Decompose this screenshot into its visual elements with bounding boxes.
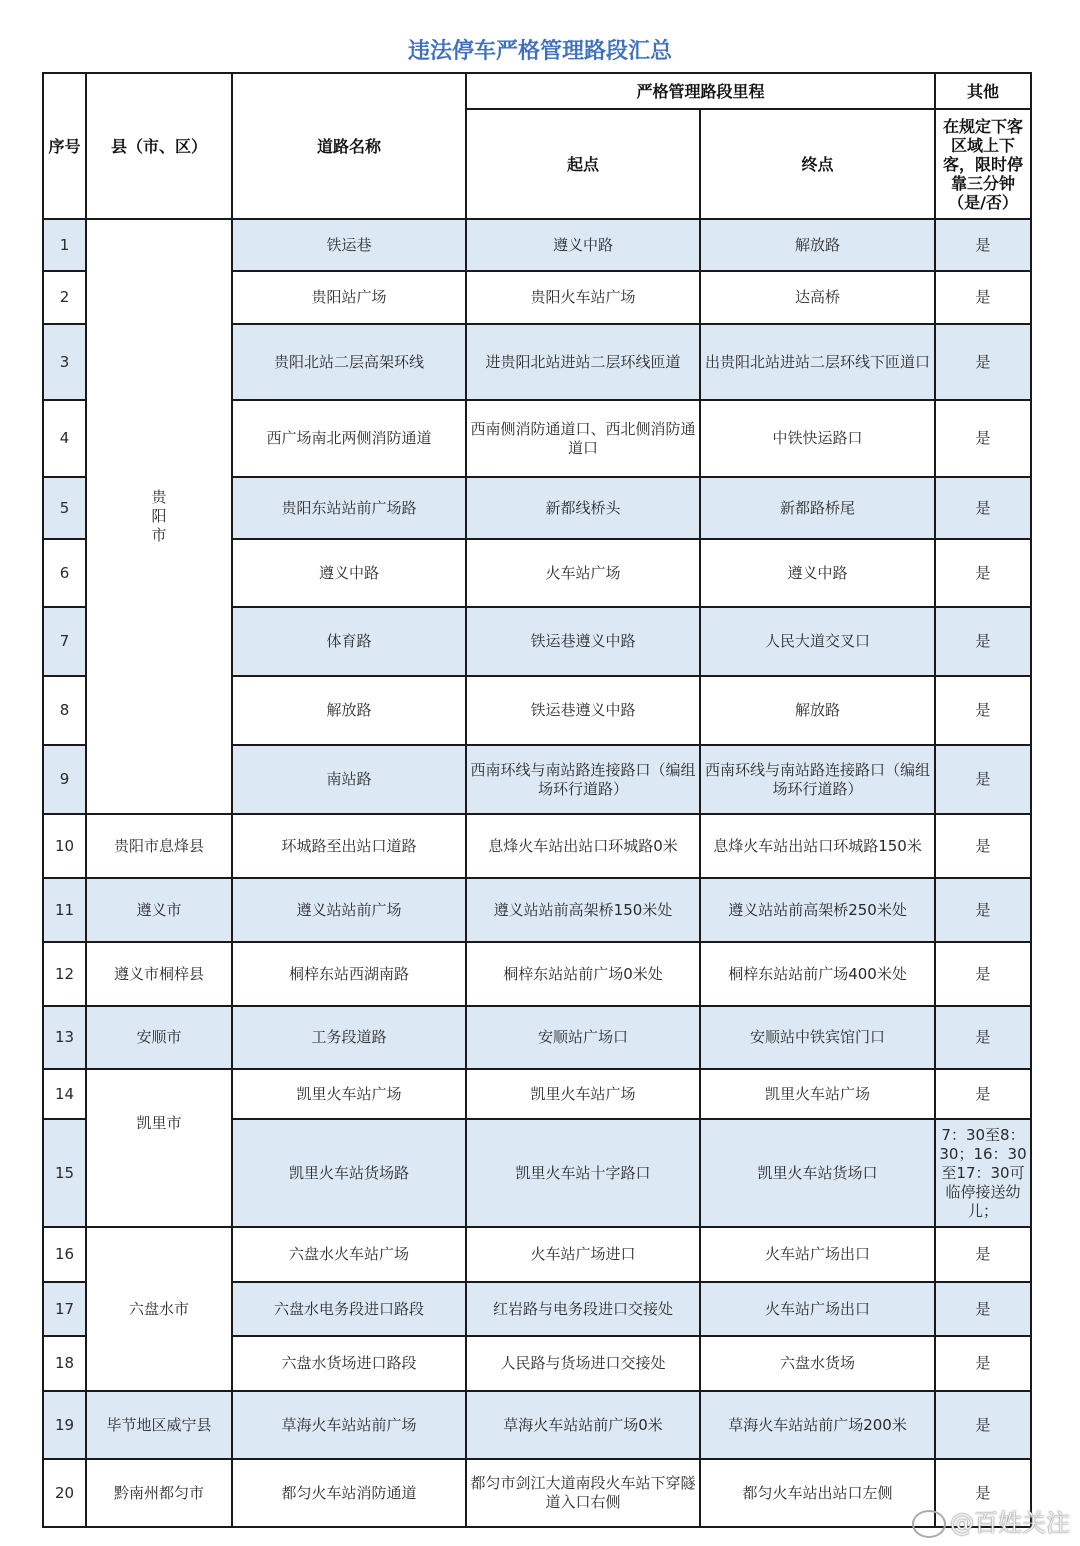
start-cell: 火车站广场 <box>466 539 700 607</box>
seq-cell: 11 <box>43 878 86 942</box>
watermark <box>912 1503 1070 1538</box>
other-cell: 是 <box>935 539 1031 607</box>
seq-cell: 18 <box>43 1336 86 1391</box>
county-cell: 贵阳市息烽县 <box>86 814 232 878</box>
other-cell: 是 <box>935 942 1031 1006</box>
road-cell: 六盘水货场进口路段 <box>232 1336 466 1391</box>
seq-cell: 16 <box>43 1227 86 1282</box>
header-other: 其他 <box>935 73 1031 109</box>
road-cell: 桐梓东站西湖南路 <box>232 942 466 1006</box>
other-cell: 是 <box>935 1391 1031 1459</box>
end-cell: 火车站广场出口 <box>700 1227 935 1282</box>
county-cell: 黔南州都匀市 <box>86 1459 232 1527</box>
seq-cell: 19 <box>43 1391 86 1459</box>
seq-cell: 13 <box>43 1006 86 1069</box>
header-county: 县（市、区） <box>86 73 232 219</box>
road-table <box>42 72 1032 1528</box>
road-cell: 遵义中路 <box>232 539 466 607</box>
seq-cell: 10 <box>43 814 86 878</box>
start-cell: 遵义站站前高架桥150米处 <box>466 878 700 942</box>
start-cell: 西南侧消防通道口、西北侧消防通道口 <box>466 400 700 477</box>
seq-cell: 12 <box>43 942 86 1006</box>
road-cell: 凯里火车站货场路 <box>232 1119 466 1227</box>
table-row <box>43 1391 1031 1459</box>
end-cell: 火车站广场出口 <box>700 1282 935 1336</box>
seq-cell: 17 <box>43 1282 86 1336</box>
table-row <box>43 878 1031 942</box>
seq-cell: 8 <box>43 676 86 745</box>
seq-cell: 4 <box>43 400 86 477</box>
end-cell: 凯里火车站货场口 <box>700 1119 935 1227</box>
start-cell: 都匀市剑江大道南段火车站下穿隧道入口右侧 <box>466 1459 700 1527</box>
seq-cell: 7 <box>43 607 86 676</box>
seq-cell: 3 <box>43 324 86 400</box>
end-cell: 凯里火车站广场 <box>700 1069 935 1119</box>
start-cell: 桐梓东站站前广场0米处 <box>466 942 700 1006</box>
road-cell: 铁运巷 <box>232 219 466 271</box>
county-cell-liupanshui: 六盘水市 <box>86 1227 232 1391</box>
seq-cell: 9 <box>43 745 86 814</box>
end-cell: 桐梓东站站前广场400米处 <box>700 942 935 1006</box>
header-seq: 序号 <box>43 73 86 219</box>
table-row <box>43 1069 1031 1119</box>
table-row <box>43 1459 1031 1527</box>
county-cell: 安顺市 <box>86 1006 232 1069</box>
road-cell: 贵阳站广场 <box>232 271 466 324</box>
other-cell: 是 <box>935 271 1031 324</box>
start-cell: 铁运巷遵义中路 <box>466 676 700 745</box>
start-cell: 遵义中路 <box>466 219 700 271</box>
start-cell: 贵阳火车站广场 <box>466 271 700 324</box>
table-row <box>43 814 1031 878</box>
county-cell-kaili: 凯里市 <box>86 1069 232 1227</box>
end-cell: 解放路 <box>700 219 935 271</box>
end-cell: 达高桥 <box>700 271 935 324</box>
road-cell: 西广场南北两侧消防通道 <box>232 400 466 477</box>
start-cell: 人民路与货场进口交接处 <box>466 1336 700 1391</box>
start-cell: 新都线桥头 <box>466 477 700 539</box>
start-cell: 息烽火车站出站口环城路0米 <box>466 814 700 878</box>
end-cell: 解放路 <box>700 676 935 745</box>
start-cell: 进贵阳北站进站二层环线匝道 <box>466 324 700 400</box>
county-cell: 毕节地区威宁县 <box>86 1391 232 1459</box>
end-cell: 人民大道交叉口 <box>700 607 935 676</box>
road-cell: 贵阳东站站前广场路 <box>232 477 466 539</box>
seq-cell: 14 <box>43 1069 86 1119</box>
page-title: 违法停车严格管理路段汇总 <box>407 38 672 64</box>
other-cell: 是 <box>935 745 1031 814</box>
seq-cell: 5 <box>43 477 86 539</box>
end-cell: 新都路桥尾 <box>700 477 935 539</box>
start-cell: 红岩路与电务段进口交接处 <box>466 1282 700 1336</box>
road-cell: 工务段道路 <box>232 1006 466 1069</box>
road-cell: 南站路 <box>232 745 466 814</box>
end-cell: 出贵阳北站进站二层环线下匝道口 <box>700 324 935 400</box>
road-cell: 体育路 <box>232 607 466 676</box>
road-cell: 遵义站站前广场 <box>232 878 466 942</box>
other-cell: 是 <box>935 324 1031 400</box>
other-cell: 是 <box>935 607 1031 676</box>
header-start: 起点 <box>466 109 700 219</box>
other-cell: 是 <box>935 676 1031 745</box>
county-cell-guiyang <box>86 219 232 814</box>
end-cell: 遵义中路 <box>700 539 935 607</box>
end-cell: 西南环线与南站路连接路口（编组场环行道路） <box>700 745 935 814</box>
other-cell: 是 <box>935 1227 1031 1282</box>
start-cell: 凯里火车站十字路口 <box>466 1119 700 1227</box>
end-cell: 息烽火车站出站口环城路150米 <box>700 814 935 878</box>
end-cell: 遵义站站前高架桥250米处 <box>700 878 935 942</box>
road-cell: 六盘水电务段进口路段 <box>232 1282 466 1336</box>
start-cell: 草海火车站站前广场0米 <box>466 1391 700 1459</box>
other-cell: 是 <box>935 878 1031 942</box>
other-cell: 是 <box>935 1282 1031 1336</box>
table-row <box>43 219 1031 271</box>
seq-cell: 6 <box>43 539 86 607</box>
other-cell: 是 <box>935 400 1031 477</box>
end-cell: 安顺站中铁宾馆门口 <box>700 1006 935 1069</box>
start-cell: 铁运巷遵义中路 <box>466 607 700 676</box>
county-cell: 遵义市桐梓县 <box>86 942 232 1006</box>
other-cell-note: 7：30至8：30；16：30至17：30可临停接送幼儿； <box>935 1119 1031 1227</box>
header-road: 道路名称 <box>232 73 466 219</box>
header-end: 终点 <box>700 109 935 219</box>
start-cell: 凯里火车站广场 <box>466 1069 700 1119</box>
start-cell: 西南环线与南站路连接路口（编组场环行道路） <box>466 745 700 814</box>
road-cell: 都匀火车站消防通道 <box>232 1459 466 1527</box>
weibo-logo-icon <box>912 1510 946 1538</box>
seq-cell: 1 <box>43 219 86 271</box>
road-cell: 六盘水火车站广场 <box>232 1227 466 1282</box>
seq-cell: 20 <box>43 1459 86 1527</box>
other-cell: 是 <box>935 1069 1031 1119</box>
header-other-sub: 在规定下客区域上下客，限时停靠三分钟（是/否） <box>935 109 1031 219</box>
end-cell: 都匀火车站出站口左侧 <box>700 1459 935 1527</box>
seq-cell: 15 <box>43 1119 86 1227</box>
county-label: 贵 阳 市 <box>151 488 167 544</box>
table-row <box>43 1006 1031 1069</box>
road-cell: 草海火车站站前广场 <box>232 1391 466 1459</box>
header-mileage: 严格管理路段里程 <box>466 73 935 109</box>
start-cell: 安顺站广场口 <box>466 1006 700 1069</box>
table-row <box>43 942 1031 1006</box>
other-cell: 是 <box>935 1006 1031 1069</box>
road-cell: 凯里火车站广场 <box>232 1069 466 1119</box>
watermark-text: @百姓关注 <box>950 1509 1070 1537</box>
county-cell: 遵义市 <box>86 878 232 942</box>
other-cell: 是 <box>935 219 1031 271</box>
other-cell: 是 <box>935 814 1031 878</box>
table-row <box>43 1227 1031 1282</box>
end-cell: 中铁快运路口 <box>700 400 935 477</box>
end-cell: 草海火车站站前广场200米 <box>700 1391 935 1459</box>
start-cell: 火车站广场进口 <box>466 1227 700 1282</box>
road-cell: 环城路至出站口道路 <box>232 814 466 878</box>
road-cell: 解放路 <box>232 676 466 745</box>
other-cell: 是 <box>935 1459 1031 1527</box>
other-cell: 是 <box>935 1336 1031 1391</box>
other-cell: 是 <box>935 477 1031 539</box>
seq-cell: 2 <box>43 271 86 324</box>
road-cell: 贵阳北站二层高架环线 <box>232 324 466 400</box>
end-cell: 六盘水货场 <box>700 1336 935 1391</box>
